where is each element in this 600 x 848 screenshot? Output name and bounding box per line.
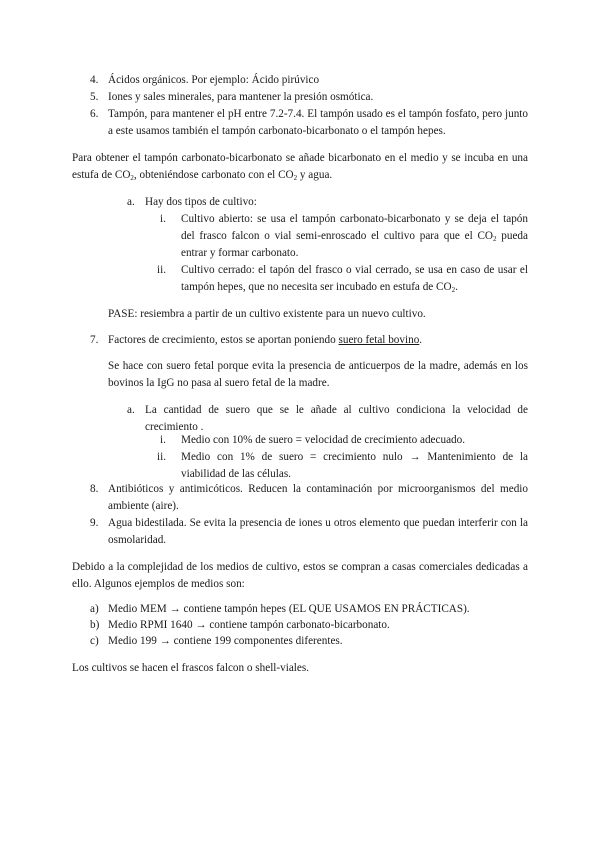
list-label: a) xyxy=(90,603,99,615)
paragraph-carbonato: Para obtener el tampón carbonato-bicarbonato se añade bicarbonato en el medio y se incuba en una estufa de $CO_2$, obteniéndose carbonato con el $CO_2$ y agua. xyxy=(72,152,528,182)
list-item-factores: Factores de crecimiento, estos se aportan poniendo suero fetal bovino. xyxy=(108,334,423,346)
list-number: 8. xyxy=(90,483,99,495)
paragraph-final: Los cultivos se hacen el frascos falcon o shell-viales. xyxy=(72,662,310,674)
list-number: 4. xyxy=(90,74,99,86)
list-number: 7. xyxy=(90,334,99,346)
list-item-acidos: Ácidos orgánicos. Por ejemplo: Ácido pirúvico xyxy=(108,74,320,86)
suero-fetal-link: suero fetal bovino xyxy=(338,334,420,346)
cultivo-abierto: Cultivo abierto: se usa el tampón carbonato-bicarbonato y se deja el tapón del frasco falcon o vial semi-enroscado el cultivo para que el $CO_2$ pueda entrar y formar carbonato. xyxy=(181,213,528,259)
cultivo-cerrado: Cultivo cerrado: el tapón del frasco o vial cerrado, se usa en caso de usar el tampón hepes, que no necesita ser incubado en estufa de $CO_2$. xyxy=(181,264,528,294)
list-item-tampon: Tampón, para mantener el pH entre 7.2-7.4. El tampón usado es el tampón fosfato, pero junto a este usamos también el tampón carbonato-bicarbonato o el tampón hepes. xyxy=(108,108,528,137)
sublist-item-tipos: Hay dos tipos de cultivo: xyxy=(145,196,257,208)
list-item-antibioticos: Antibióticos y antimicóticos. Reducen la contaminación por microorganismos del medio ambiente (aire). xyxy=(108,483,528,512)
list-label: b) xyxy=(90,619,100,631)
medio-mem: Medio MEM → contiene tampón hepes (EL QUE USAMOS EN PRÁCTICAS). xyxy=(108,603,470,615)
sublist-item-cantidad: La cantidad de suero que se le añade al cultivo condiciona la velocidad de crecimiento . xyxy=(145,404,528,433)
list-item-iones: Iones y sales minerales, para mantener la presión osmótica. xyxy=(108,91,374,103)
roman-number: ii. xyxy=(157,264,167,276)
roman-number: i. xyxy=(160,213,166,225)
list-label: c) xyxy=(90,635,99,647)
list-item-agua: Agua bidestilada. Se evita la presencia de iones u otros elemento que puedan interferir con la osmolaridad. xyxy=(108,517,528,546)
roman-number: i. xyxy=(160,434,166,446)
list-number: 5. xyxy=(90,91,99,103)
suero-item-10: Medio con 10% de suero = velocidad de crecimiento adecuado. xyxy=(181,434,466,446)
medio-rpmi: Medio RPMI 1640 → contiene tampón carbonato-bicarbonato. xyxy=(108,619,390,631)
list-number: 9. xyxy=(90,517,99,529)
paragraph-suero: Se hace con suero fetal porque evita la presencia de anticuerpos de la madre, además en los bovinos la IgG no pasa al suero fetal de la madre. xyxy=(108,360,528,389)
pase-note: PASE: resiembra a partir de un cultivo existente para un nuevo cultivo. xyxy=(108,308,426,320)
list-number: 6. xyxy=(90,108,99,120)
roman-number: ii. xyxy=(157,451,167,463)
sublist-label: a. xyxy=(127,196,135,208)
paragraph-medios: Debido a la complejidad de los medios de cultivo, estos se compran a casas comerciales dedicadas a ello. Algunos ejemplos de medios son: xyxy=(72,561,528,590)
suero-item-1: Medio con 1% de suero = crecimiento nulo → Mantenimiento de la viabilidad de las células. xyxy=(181,451,528,480)
sublist-label: a. xyxy=(127,404,135,416)
medio-199: Medio 199 → contiene 199 componentes diferentes. xyxy=(108,635,343,647)
